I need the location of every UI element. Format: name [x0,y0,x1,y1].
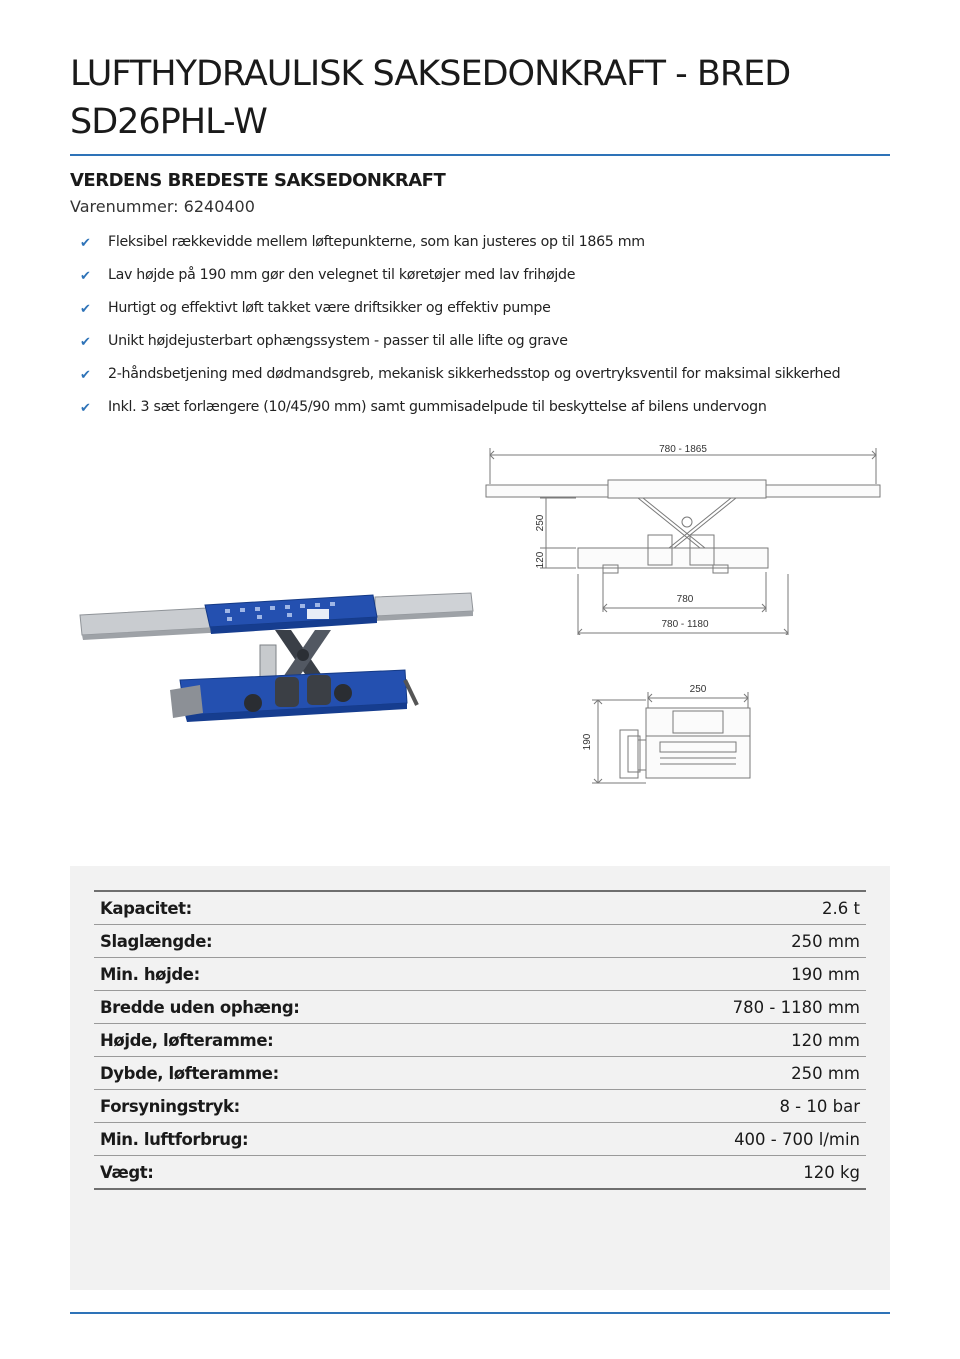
section-subtitle: VERDENS BREDESTE SAKSEDONKRAFT [70,170,446,191]
spec-label: Slaglængde: [100,931,213,951]
title-line-1: LUFTHYDRAULISK SAKSEDONKRAFT - BRED [70,54,791,94]
feature-item [80,366,900,399]
dim-side-height: 190 [582,733,593,751]
dim-outer-width: 780 - 1180 [661,619,709,630]
table-row [94,991,866,1024]
specs-table [94,890,866,1190]
item-number: Varenummer: 6240400 [70,197,255,216]
feature-item [80,267,900,300]
spec-value: 190 mm [791,964,860,984]
table-row [94,1156,866,1190]
table-row [94,1057,866,1090]
feature-text: Hurtigt og effektivt løft takket være driftsikker og effektiv pumpe [108,300,551,316]
spec-label: Bredde uden ophæng: [100,997,300,1017]
dim-frame-height: 120 [535,551,546,569]
feature-item [80,399,900,432]
spec-value: 780 - 1180 mm [732,997,860,1017]
table-row [94,958,866,991]
checkmark-icon: ✔ [80,302,91,317]
checkmark-icon: ✔ [80,269,91,284]
spec-value: 120 mm [791,1030,860,1050]
spec-label: Kapacitet: [100,898,192,918]
spec-label: Min. højde: [100,964,200,984]
spec-label: Vægt: [100,1162,154,1182]
side-view-drawing [578,680,778,790]
feature-text: 2-håndsbetjening med dødmandsgreb, mekanisk sikkerhedsstop og overtryksventil for maksimal sikkerhed [108,366,841,382]
checkmark-icon: ✔ [80,236,91,251]
feature-text: Fleksibel rækkevidde mellem løftepunkterne, som kan justeres op til 1865 mm [108,234,645,250]
specs-panel [70,866,890,1290]
product-photo [75,585,480,730]
table-row [94,1090,866,1123]
table-row [94,1123,866,1156]
checkmark-icon: ✔ [80,335,91,350]
dim-top-width: 780 - 1865 [659,444,707,455]
spec-value: 250 mm [791,1063,860,1083]
title-line-2: SD26PHL-W [70,102,267,142]
front-view-drawing [478,440,888,635]
feature-list [80,234,900,432]
spec-label: Højde, løfteramme: [100,1030,274,1050]
page-title [70,50,890,146]
table-row [94,1024,866,1057]
feature-item [80,333,900,366]
dim-inner-width: 780 [676,594,694,605]
spec-label: Dybde, løfteramme: [100,1063,279,1083]
feature-item [80,300,900,333]
feature-text: Inkl. 3 sæt forlængere (10/45/90 mm) samt gummisadelpude til beskyttelse af bilens undervogn [108,399,767,415]
spec-label: Min. luftforbrug: [100,1129,249,1149]
table-row [94,892,866,925]
header-divider [70,154,890,156]
spec-value: 400 - 700 l/min [734,1129,860,1149]
spec-value: 8 - 10 bar [779,1096,860,1116]
feature-item [80,234,900,267]
spec-value: 250 mm [791,931,860,951]
feature-text: Lav højde på 190 mm gør den velegnet til køretøjer med lav frihøjde [108,267,576,283]
spec-label: Forsyningstryk: [100,1096,240,1116]
dim-side-depth: 250 [689,684,707,695]
checkmark-icon: ✔ [80,401,91,416]
dim-stroke: 250 [535,514,546,532]
spec-value: 120 kg [803,1162,860,1182]
checkmark-icon: ✔ [80,368,91,383]
table-row [94,925,866,958]
spec-value: 2.6 t [822,898,860,918]
footer-divider [70,1312,890,1314]
feature-text: Unikt højdejusterbart ophængssystem - passer til alle lifte og grave [108,333,568,349]
